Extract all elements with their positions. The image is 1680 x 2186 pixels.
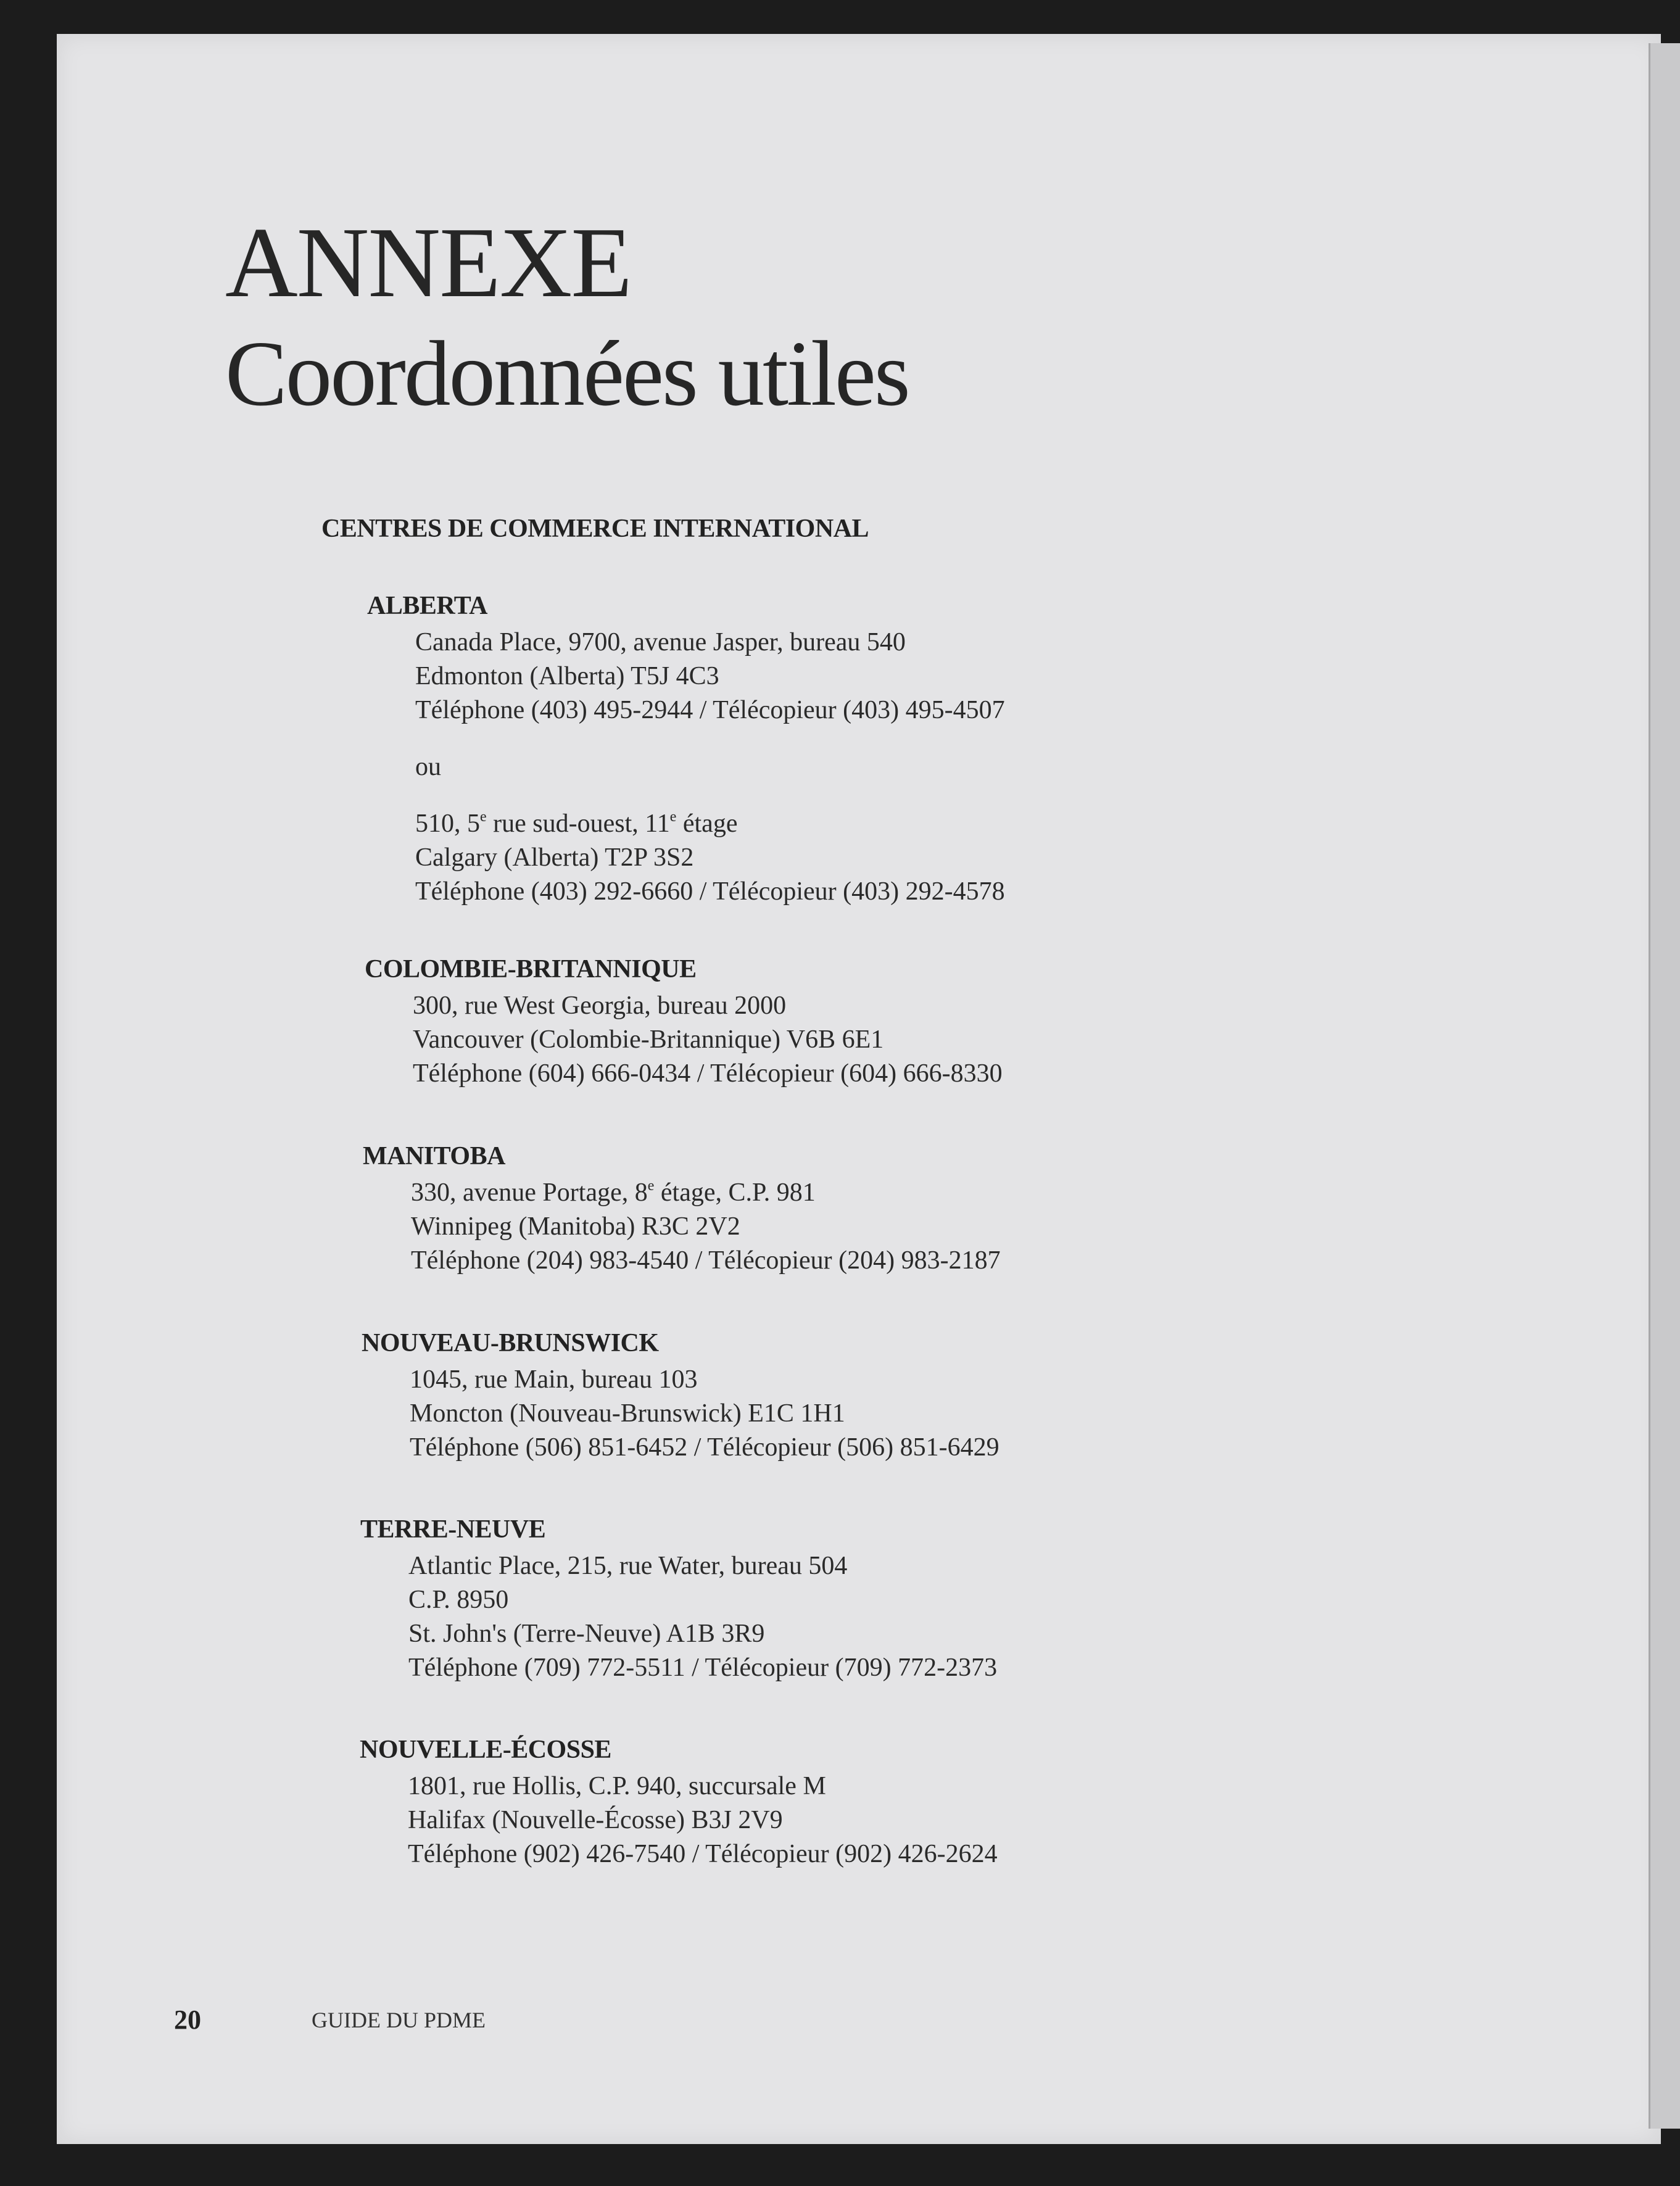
address-line: Edmonton (Alberta) T5J 4C3 (415, 662, 719, 690)
section-heading: CENTRES DE COMMERCE INTERNATIONAL (321, 515, 869, 543)
address-line: Atlantic Place, 215, rue Water, bureau 504 (408, 1552, 848, 1580)
center-name: NOUVELLE-ÉCOSSE (360, 1736, 611, 1764)
address-line: C.P. 8950 (408, 1586, 509, 1614)
center-manitoba (363, 1141, 1412, 1278)
address-line: Canada Place, 9700, avenue Jasper, bureau 540 (415, 628, 906, 656)
center-nouvelle-ecosse (360, 1735, 1409, 1871)
phone-line: Téléphone (204) 983-4540 / Télécopieur (204) 983-2187 (411, 1246, 1001, 1275)
center-address (362, 1363, 1410, 1465)
address-line: 330, avenue Portage, 8e étage, C.P. 981 (411, 1178, 816, 1207)
center-nouveau-brunswick (362, 1328, 1410, 1465)
phone-line: Téléphone (902) 426-7540 / Télécopieur (902) 426-2624 (408, 1840, 998, 1868)
phone-line: Téléphone (403) 495-2944 / Télécopieur (403) 495-4507 (415, 696, 1005, 724)
center-colombie-britannique (365, 954, 1413, 1091)
address-line: Halifax (Nouvelle-Écosse) B3J 2V9 (408, 1806, 783, 1834)
center-name: MANITOBA (363, 1142, 505, 1170)
title-line-coordonnees: Coordonnées utiles (225, 321, 909, 425)
address-line: St. John's (Terre-Neuve) A1B 3R9 (408, 1620, 765, 1648)
phone-line: Téléphone (709) 772-5511 / Télécopieur (709) 772-2373 (408, 1654, 998, 1682)
page-title (225, 207, 909, 425)
center-name: ALBERTA (367, 592, 487, 620)
center-name: NOUVEAU-BRUNSWICK (362, 1329, 659, 1357)
center-address (367, 626, 1416, 909)
address-line: Vancouver (Colombie-Britannique) V6B 6E1 (413, 1025, 884, 1054)
phone-line: Téléphone (506) 851-6452 / Télécopieur (506) 851-6429 (410, 1433, 999, 1462)
phone-line: Téléphone (604) 666-0434 / Télécopieur (604) 666-8330 (413, 1059, 1003, 1088)
center-address (363, 1176, 1412, 1278)
address-line: Moncton (Nouveau-Brunswick) E1C 1H1 (410, 1399, 845, 1428)
address-line: 1801, rue Hollis, C.P. 940, succursale M (408, 1772, 826, 1800)
center-name: TERRE-NEUVE (360, 1515, 546, 1544)
center-alberta (367, 591, 1416, 909)
address-line: 300, rue West Georgia, bureau 2000 (413, 992, 787, 1020)
phone-line: Téléphone (403) 292-6660 / Télécopieur (403) 292-4578 (415, 877, 1005, 906)
or-separator: ou (415, 753, 441, 781)
address-line: Calgary (Alberta) T2P 3S2 (415, 843, 694, 872)
page-number: 20 (174, 2005, 201, 2035)
address-line: 510, 5e rue sud-ouest, 11e étage (415, 809, 738, 838)
center-address (360, 1549, 1409, 1685)
center-name: COLOMBIE-BRITANNIQUE (365, 955, 697, 983)
title-line-annexe: ANNEXE (225, 207, 631, 318)
facing-page-edge (1649, 43, 1680, 2129)
address-line: Winnipeg (Manitoba) R3C 2V2 (411, 1212, 740, 1241)
center-address (365, 989, 1413, 1091)
center-address (360, 1770, 1409, 1871)
center-terre-neuve (360, 1515, 1409, 1685)
address-line: 1045, rue Main, bureau 103 (410, 1365, 698, 1394)
running-title: GUIDE DU PDME (312, 2008, 486, 2032)
